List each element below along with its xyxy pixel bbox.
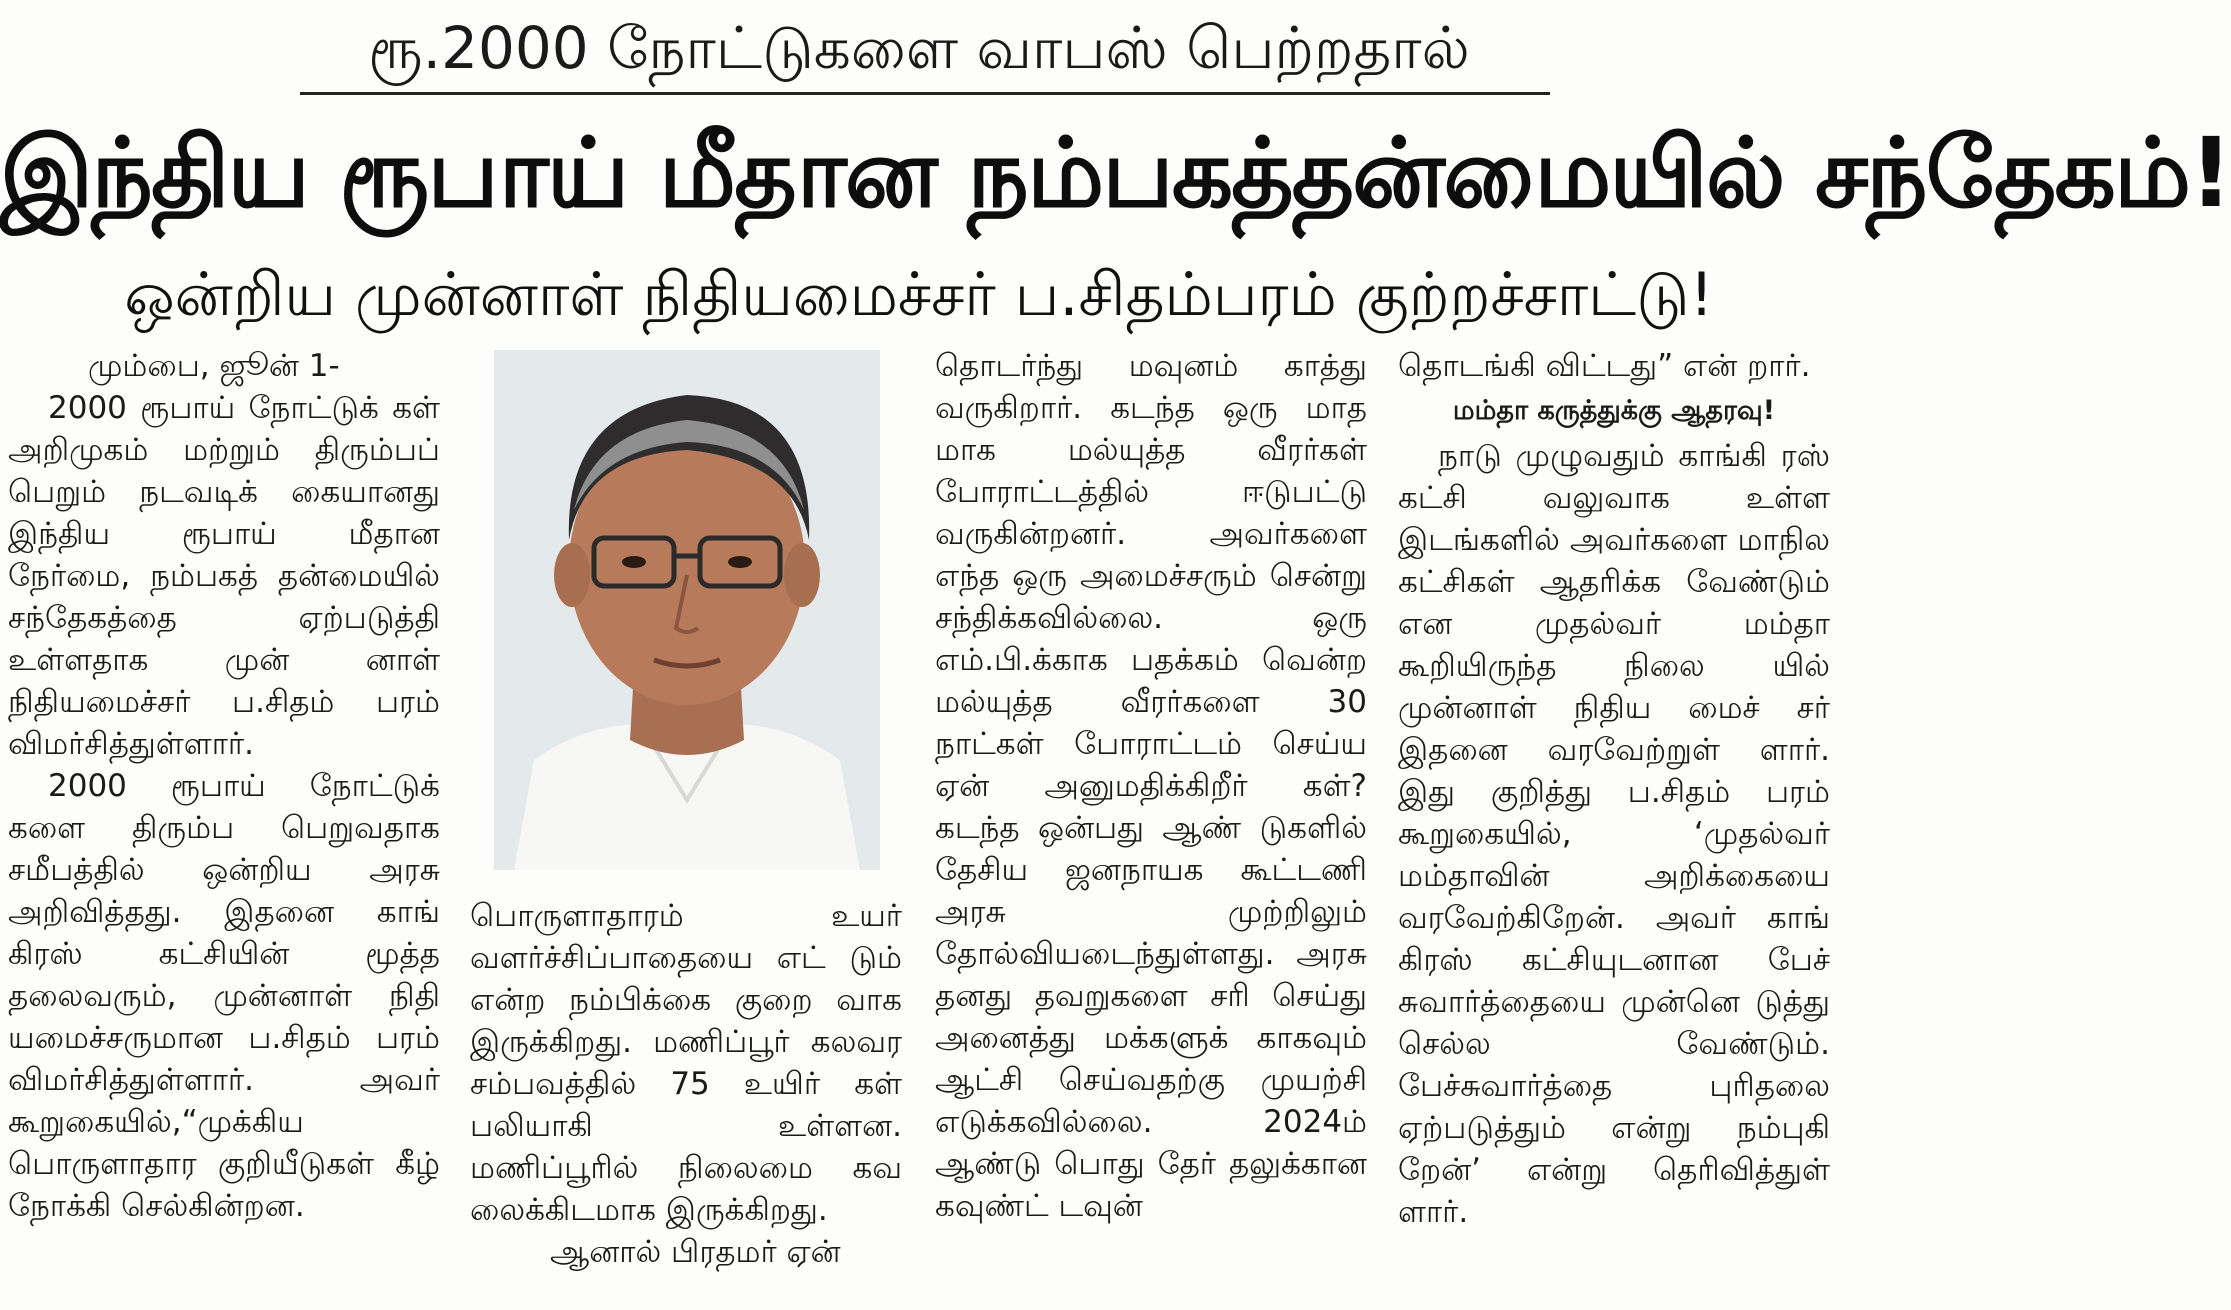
portrait-photo (494, 350, 880, 870)
portrait-illustration (494, 350, 880, 870)
paragraph: 2000 ரூபாய் நோட்டுக் களை திரும்ப பெறுவதாக சமீபத்தில் ஒன்றிய அரசு அறிவித்தது. இதனை காங் கிரஸ் கட்சியின் மூத்த தலைவரும், முன்னாள் நிதி யமைச்சருமான ப.சிதம் பரம் விமர்சித்துள்ளார். அவர் கூறுகையில்,“முக்கிய பொருளாதார குறியீடுகள் கீழ் நோக்கி செல்கின்றன. (8, 768, 440, 1224)
subheadline: ஒன்றிய முன்னாள் நிதியமைச்சர் ப.சிதம்பரம் குற்றச்சாட்டு! (124, 260, 1714, 330)
paragraph: பொருளாதாரம் உயர் வளர்ச்சிப்பாதையை எட் டும் என்ற நம்பிக்கை குறை வாக இருக்கிறது. மணிப்பூர் கலவர சம்பவத்தில் 75 உயிர் கள் பலியாகி உள்ளன. மணிப்பூரில் நிலைமை கவ லைக்கிடமாக இருக்கிறது. (470, 898, 902, 1228)
section-subheading: மம்தா கருத்துக்கு ஆதரவு! (1452, 395, 1776, 426)
headline: இந்திய ரூபாய் மீதான நம்பகத்தன்மையில் சந்தேகம்! (0, 117, 2231, 229)
article-column-2 (470, 895, 902, 1273)
dateline: மும்பை, ஜூன் 1- (88, 348, 340, 384)
article-column-4 (1398, 345, 1830, 1233)
kicker-title: ரூ.2000 நோட்டுகளை வாபஸ் பெற்றதால் (368, 14, 1470, 82)
kicker-underline (300, 92, 1550, 95)
article-column-1 (8, 345, 440, 1227)
paragraph: நாடு முழுவதும் காங்கி ரஸ் கட்சி வலுவாக உள்ள இடங்களில் அவர்களை மாநில கட்சிகள் ஆதரிக்க வேண்டும் என முதல்வர் மம்தா கூறியிருந்த நிலை யில் முன்னாள் நிதிய மைச் சர் இதனை வரவேற்றுள் ளார். இது குறித்து ப.சிதம் பரம் கூறுகையில், ‘முதல்வர் மம்தாவின் அறிக்கையை வரவேற்கிறேன். அவர் காங் கிரஸ் கட்சியுடனான பேச் சுவார்த்தையை முன்னெ டுத்து செல்ல வேண்டும். பேச்சுவார்த்தை புரிதலை ஏற்படுத்தும் என்று நம்புகி றேன்’ என்று தெரிவித்துள் ளார். (1398, 438, 1830, 1230)
paragraph: 2000 ரூபாய் நோட்டுக் கள் அறிமுகம் மற்றும் திரும்பப் பெறும் நடவடிக் கையானது இந்திய ரூபாய் மீதான நேர்மை, நம்பகத் தன்மையில் சந்தேகத்தை ஏற்படுத்தி உள்ளதாக முன் னாள் நிதியமைச்சர் ப.சிதம் பரம் விமர்சித்துள்ளார். (8, 390, 440, 762)
paragraph: ஆனால் பிரதமர் ஏன் (550, 1234, 841, 1270)
paragraph: தொடங்கி விட்டது” என் றார். (1398, 348, 1811, 384)
paragraph: தொடர்ந்து மவுனம் காத்து வருகிறார். கடந்த ஒரு மாத மாக மல்யுத்த வீரர்கள் போராட்டத்தில் ஈடுபட்டு வருகின்றனர். அவர்களை எந்த ஒரு அமைச்சரும் சென்று சந்திக்கவில்லை. ஒரு எம்.பி.க்காக பதக்கம் வென்ற மல்யுத்த வீரர்களை 30 நாட்கள் போராட்டம் செய்ய ஏன் அனுமதிக்கிறீர் கள்? கடந்த ஒன்பது ஆண் டுகளில் தேசிய ஜனநாயக கூட்டணி அரசு முற்றிலும் தோல்வியடைந்துள்ளது. அரசு தனது தவறுகளை சரி செய்து அனைத்து மக்களுக் காகவும் ஆட்சி செய்வதற்கு முயற்சி எடுக்கவில்லை. 2024ம் ஆண்டு பொது தேர் தலுக்கான கவுண்ட் டவுன் (935, 348, 1367, 1224)
article-column-3 (935, 345, 1367, 1227)
